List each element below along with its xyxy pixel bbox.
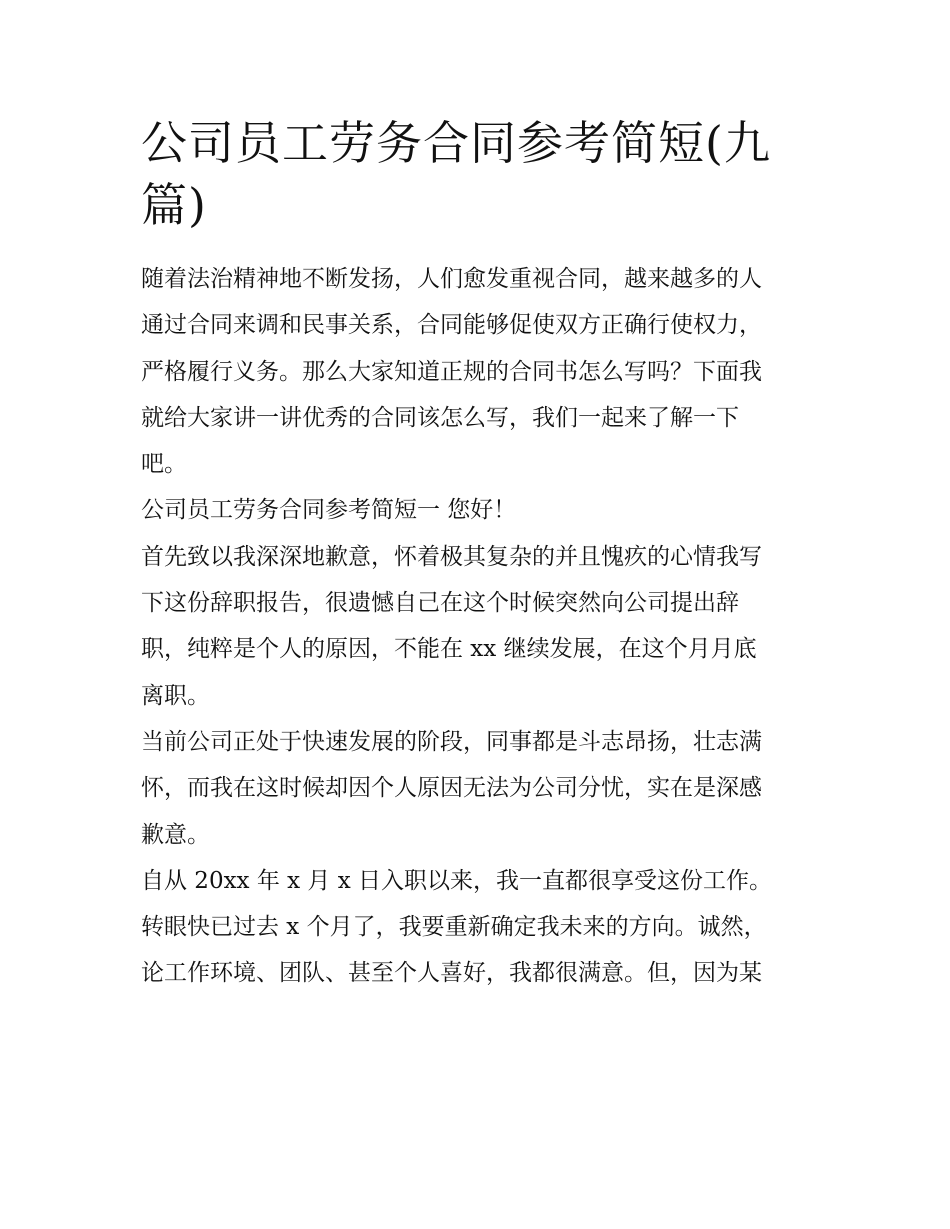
text-line: 随着法治精神地不断发扬，人们愈发重视合同，越来越多的人 (141, 266, 762, 292)
text-line: 下这份辞职报告，很遗憾自己在这个时候突然向公司提出辞 (141, 590, 739, 617)
text-line: 自从 20xx 年 x 月 x 日入职以来，我一直都很享受这份工作。 (141, 867, 773, 894)
text-line: 怀，而我在这时候却因个人原因无法为公司分忧，实在是深感 (141, 775, 762, 802)
paragraph-section-heading (141, 487, 817, 533)
paragraph-tenure (141, 858, 817, 997)
text-line: 当前公司正处于快速发展的阶段，同事都是斗志昂扬，壮志满 (141, 728, 762, 755)
paragraph-apology (141, 534, 817, 719)
title-line: 公司员工劳务合同参考简短(九 (141, 116, 771, 170)
text-line: 就给大家讲一讲优秀的合同该怎么写，我们一起来了解一下 (141, 404, 739, 431)
text-line: 吧。 (141, 451, 187, 478)
text-line: 职，纯粹是个人的原因，不能在 xx 继续发展，在这个月月底 (141, 636, 757, 663)
document-title (141, 112, 817, 236)
text-line: 通过合同来调和民事关系，合同能够促使双方正确行使权力， (141, 312, 762, 339)
text-line: 公司员工劳务合同参考简短一 您好！ (141, 497, 517, 524)
document-page (141, 112, 817, 997)
text-line: 歉意。 (141, 821, 210, 848)
text-line: 严格履行义务。那么大家知道正规的合同书怎么写吗？下面我 (141, 358, 762, 385)
paragraph-intro (141, 256, 817, 487)
title-line: 篇) (141, 178, 207, 232)
text-line: 论工作环境、团队、甚至个人喜好，我都很满意。但，因为某 (141, 960, 762, 987)
text-line: 转眼快已过去 x 个月了，我要重新确定我未来的方向。诚然， (141, 914, 767, 941)
paragraph-company-status (141, 719, 817, 858)
text-line: 首先致以我深深地歉意，怀着极其复杂的并且愧疚的心情我写 (141, 543, 762, 570)
text-line: 离职。 (141, 682, 210, 709)
